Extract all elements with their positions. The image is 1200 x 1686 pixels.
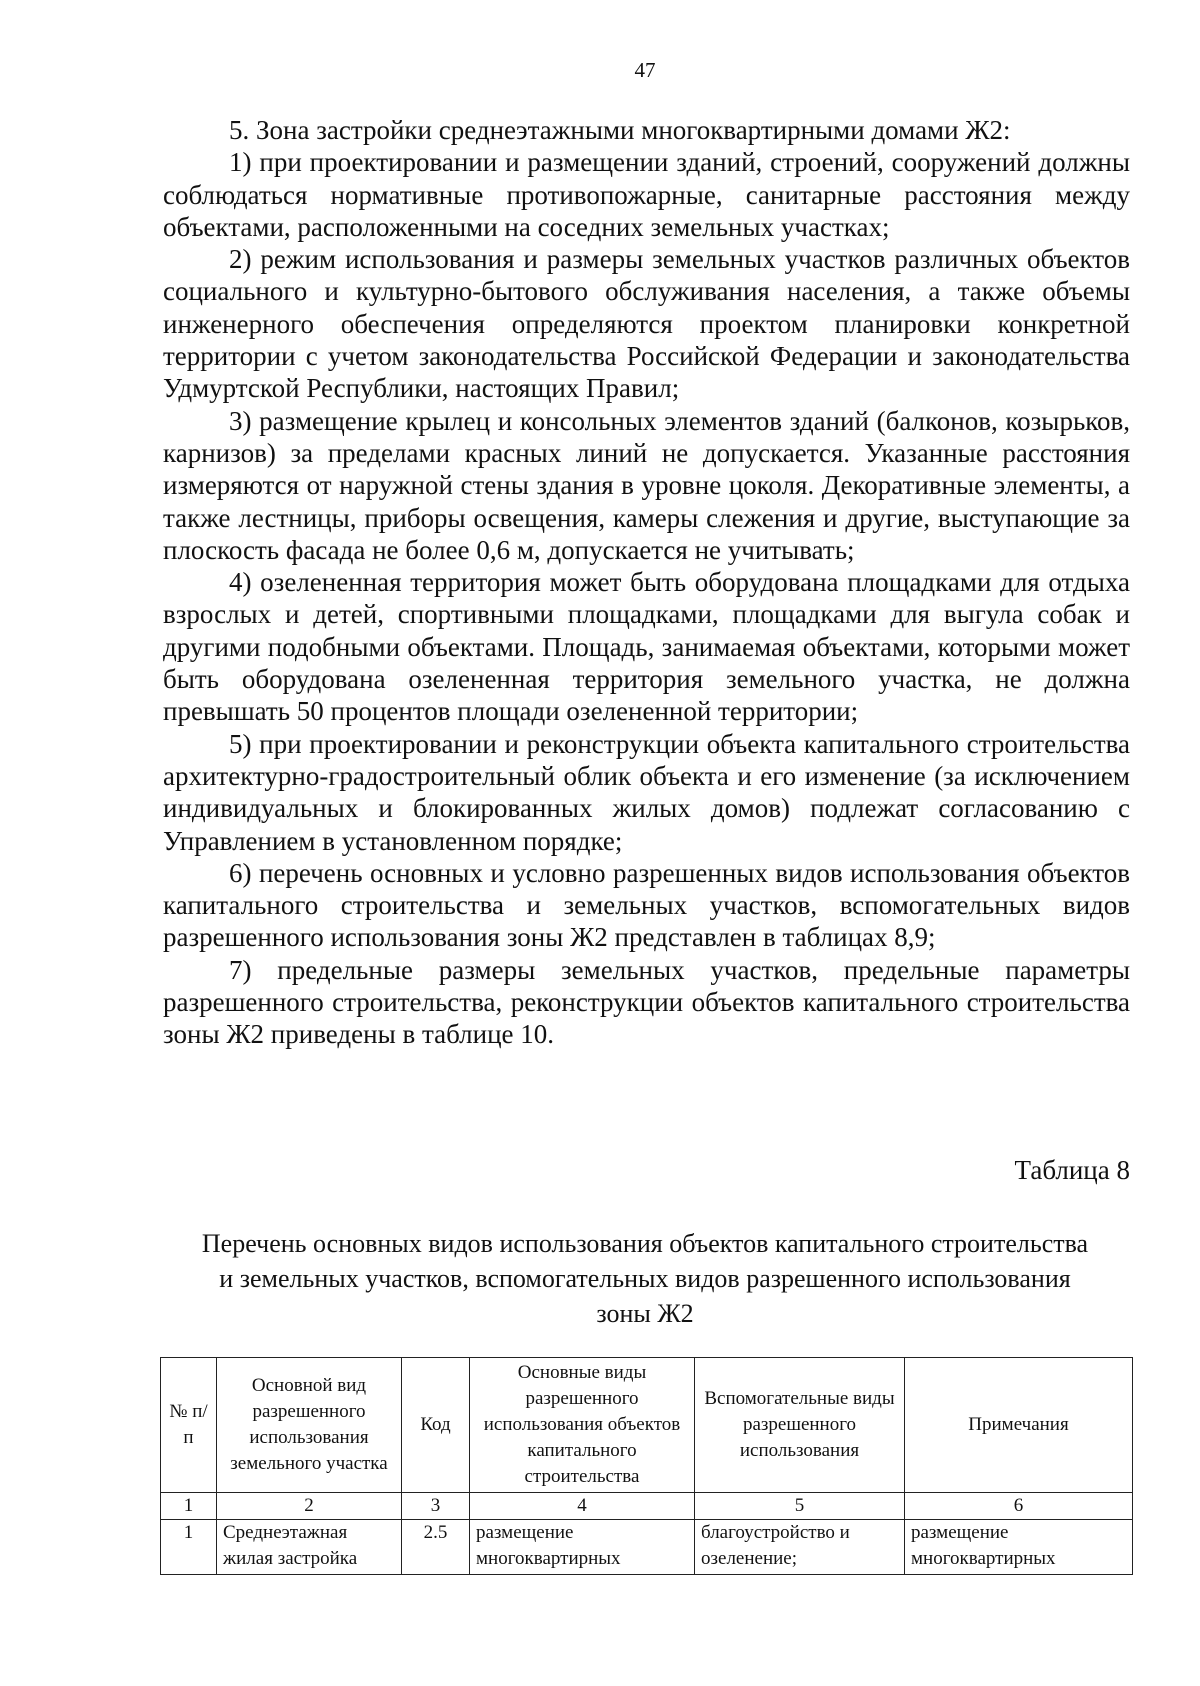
paragraph-item-4: 4) озелененная территория может быть оборудована площадками для отдыха взрослых и детей, спортивными площадками, площадками для выгула собак и другими подобными объектами. Площадь, занимаемая объектами, которыми может быть оборудована озелененная территория земельного участка, не должна превышать 50 процентов площади озелененной территории; [163,567,1130,727]
column-number: 1 [161,1493,217,1520]
header-main-use: Основной вид разрешенного использования земельного участка [217,1358,402,1493]
table-header-row [161,1358,1133,1493]
body-text [163,114,1130,1051]
cell-num: 1 [161,1520,217,1575]
paragraph-item-5: 5) при проектировании и реконструкции объекта капитального строительства архитектурно-градостроительный облик объекта и его изменение (за исключением индивидуальных и блокированных жилых домов) подлежат согласованию с Управлением в установленном порядке; [163,728,1130,856]
table-caption: Таблица 8 [1014,1155,1130,1185]
header-auxiliary: Вспомогательные виды разрешенного использования [695,1358,905,1493]
paragraph-item-2: 2) режим использования и размеры земельных участков различных объектов социального и культурно-бытового обслуживания населения, а также объемы инженерного обеспечения определяются проектом планировки конкретной территории с учетом законодательства Российской Федерации и законодательства Удмуртской Республики, настоящих Правил; [163,244,1130,404]
cell-code: 2.5 [402,1520,470,1575]
uses-table [160,1357,1133,1575]
header-code: Код [402,1358,470,1493]
paragraph-item-1: 1) при проектировании и размещении зданий, строений, сооружений должны соблюдаться нормативные противопожарные, санитарные расстояния между объектами, расположенными на соседних земельных участках; [163,147,1130,242]
column-number-row [161,1493,1133,1520]
cell-auxiliary: благоустройство и озеленение; [695,1520,905,1575]
table-title: Перечень основных видов использования объектов капитального строительства и земельных участков, вспомогательных видов разрешенного использования зоны Ж2 [201,1229,1089,1328]
paragraph-item-6: 6) перечень основных и условно разрешенных видов использования объектов капитального строительства и земельных участков, вспомогательных видов разрешенного использования зоны Ж2 представлен в таблицах 8,9; [163,857,1130,953]
column-number: 6 [905,1493,1133,1520]
column-number: 5 [695,1493,905,1520]
header-notes: Примечания [905,1358,1133,1493]
column-number: 3 [402,1493,470,1520]
cell-main-use: Среднеэтажная жилая застройка [217,1520,402,1575]
paragraph-item-7: 7) предельные размеры земельных участков, предельные параметры разрешенного строительства, реконструкции объектов капитального строительства зоны Ж2 приведены в таблице 10. [163,954,1130,1050]
cell-notes: размещение многоквартирных [905,1520,1133,1575]
section-heading: 5. Зона застройки среднеэтажными многоквартирными домами Ж2: [229,115,1011,145]
page-number: 47 [634,58,656,82]
paragraph-item-3: 3) размещение крылец и консольных элементов зданий (балконов, козырьков, карнизов) за пределами красных линий не допускается. Указанные расстояния измеряются от наружной стены здания в уровне цоколя. Декоративные элементы, а также лестницы, приборы освещения, камеры слежения и другие, выступающие за плоскость фасада не более 0,6 м, допускается не учитывать; [163,405,1130,565]
cell-main-types: размещение многоквартирных [470,1520,695,1575]
column-number: 2 [217,1493,402,1520]
header-num: № п/п [161,1358,217,1493]
column-number: 4 [470,1493,695,1520]
header-main-types: Основные виды разрешенного использования объектов капитального строительства [470,1358,695,1493]
table-row [161,1520,1133,1575]
